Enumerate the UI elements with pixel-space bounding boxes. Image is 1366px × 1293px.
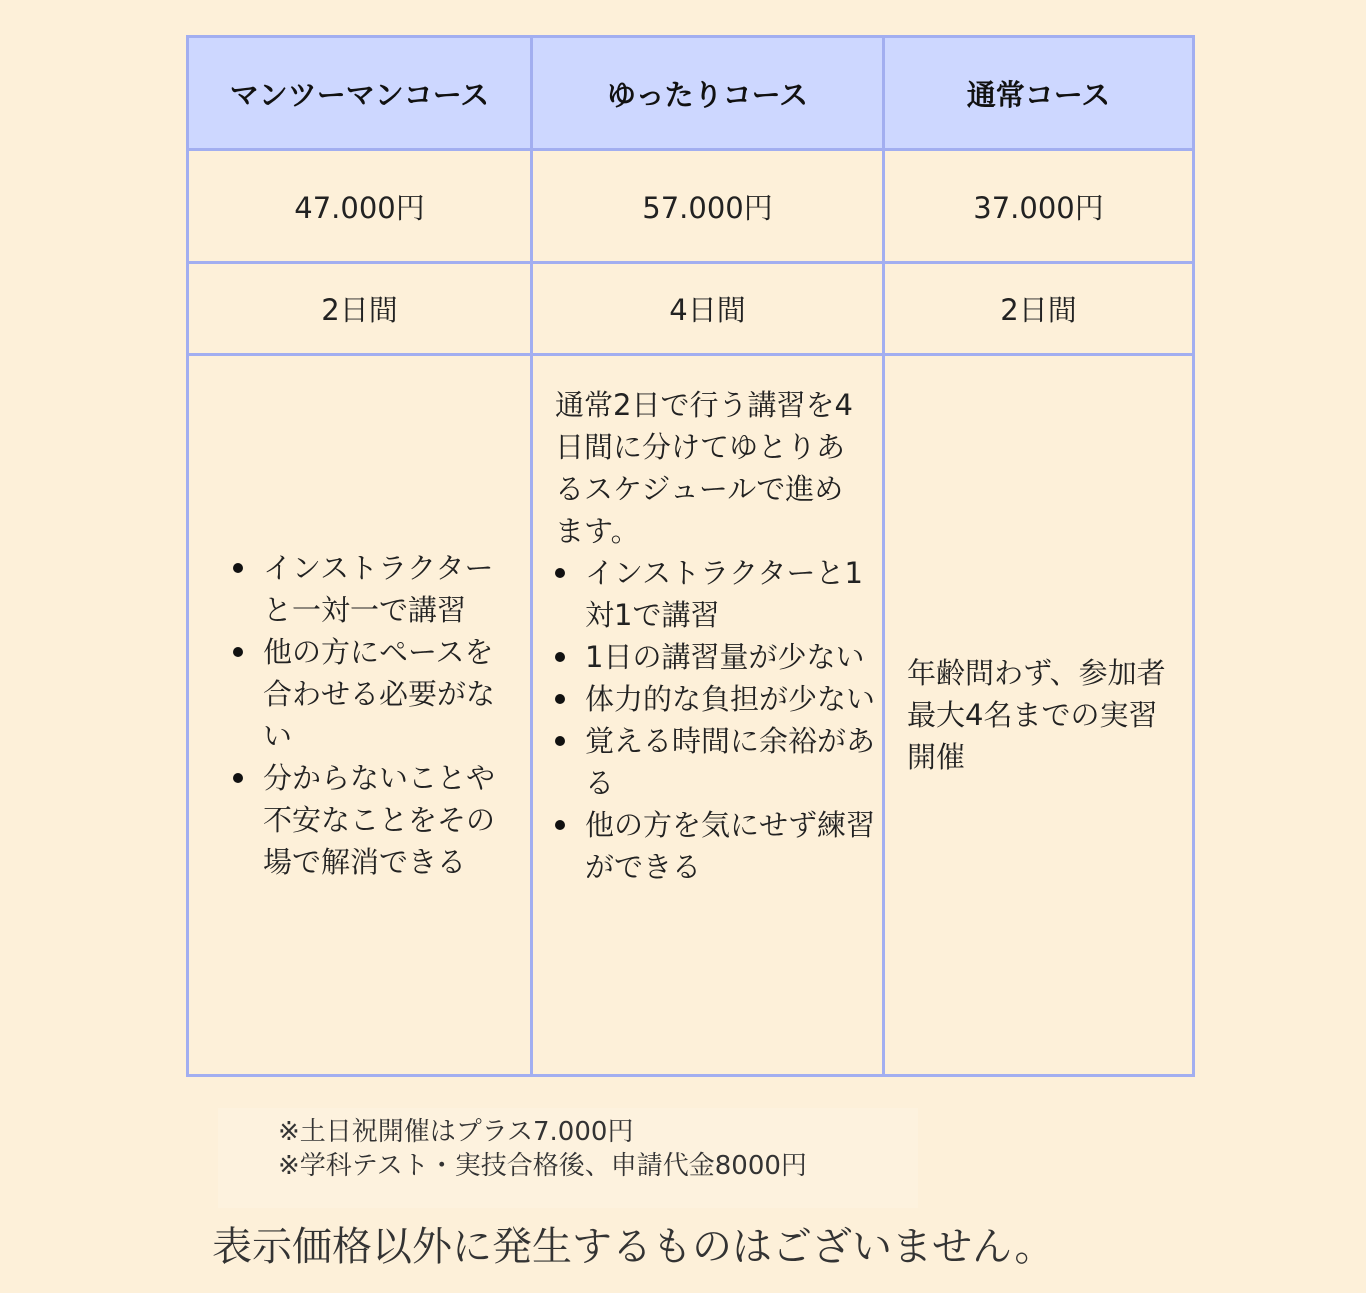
price-normal: 37.000円 <box>884 150 1194 263</box>
list-item: 覚える時間に余裕がある <box>585 720 882 804</box>
list-item: 体力的な負担が少ない <box>585 678 882 720</box>
course-name-normal: 通常コース <box>884 37 1194 150</box>
duration-relaxed: 4日間 <box>532 263 884 355</box>
price-manto-man: 47.000円 <box>188 150 532 263</box>
course-comparison-table <box>186 35 1195 1077</box>
details-relaxed <box>532 355 884 1076</box>
details-normal <box>884 355 1194 1076</box>
list-item: 分からないことや不安なことをその場で解消できる <box>263 757 510 883</box>
list-item: インストラクターと1対1で講習 <box>585 552 882 636</box>
relaxed-intro-text: 通常2日で行う講習を4日間に分けてゆとりあるスケジュールで進めます。 <box>555 388 853 548</box>
list-item: インストラクターと一対一で講習 <box>263 547 510 631</box>
price-row <box>188 150 1194 263</box>
price-relaxed: 57.000円 <box>532 150 884 263</box>
feature-list-relaxed <box>533 552 882 888</box>
duration-manto-man: 2日間 <box>188 263 532 355</box>
notes-box <box>218 1108 918 1208</box>
course-name-relaxed: ゆったりコース <box>532 37 884 150</box>
duration-row <box>188 263 1194 355</box>
no-extra-fees-statement: 表示価格以外に発生するものはございません。 <box>212 1224 1055 1270</box>
note-application-fee: ※学科テスト・実技合格後、申請代金8000円 <box>278 1151 807 1181</box>
course-name-manto-man: マンツーマンコース <box>188 37 532 150</box>
normal-description-text: 年齢問わず、参加者最大4名までの実習開催 <box>907 656 1166 774</box>
note-weekend-surcharge: ※土日祝開催はプラス7.000円 <box>278 1117 634 1147</box>
details-row <box>188 355 1194 1076</box>
details-manto-man <box>188 355 532 1076</box>
list-item: 他の方を気にせず練習ができる <box>585 804 882 888</box>
duration-normal: 2日間 <box>884 263 1194 355</box>
list-item: 他の方にペースを合わせる必要がない <box>263 631 510 757</box>
feature-list-manto-man <box>211 547 510 883</box>
course-name-row <box>188 37 1194 150</box>
list-item: 1日の講習量が少ない <box>585 636 882 678</box>
